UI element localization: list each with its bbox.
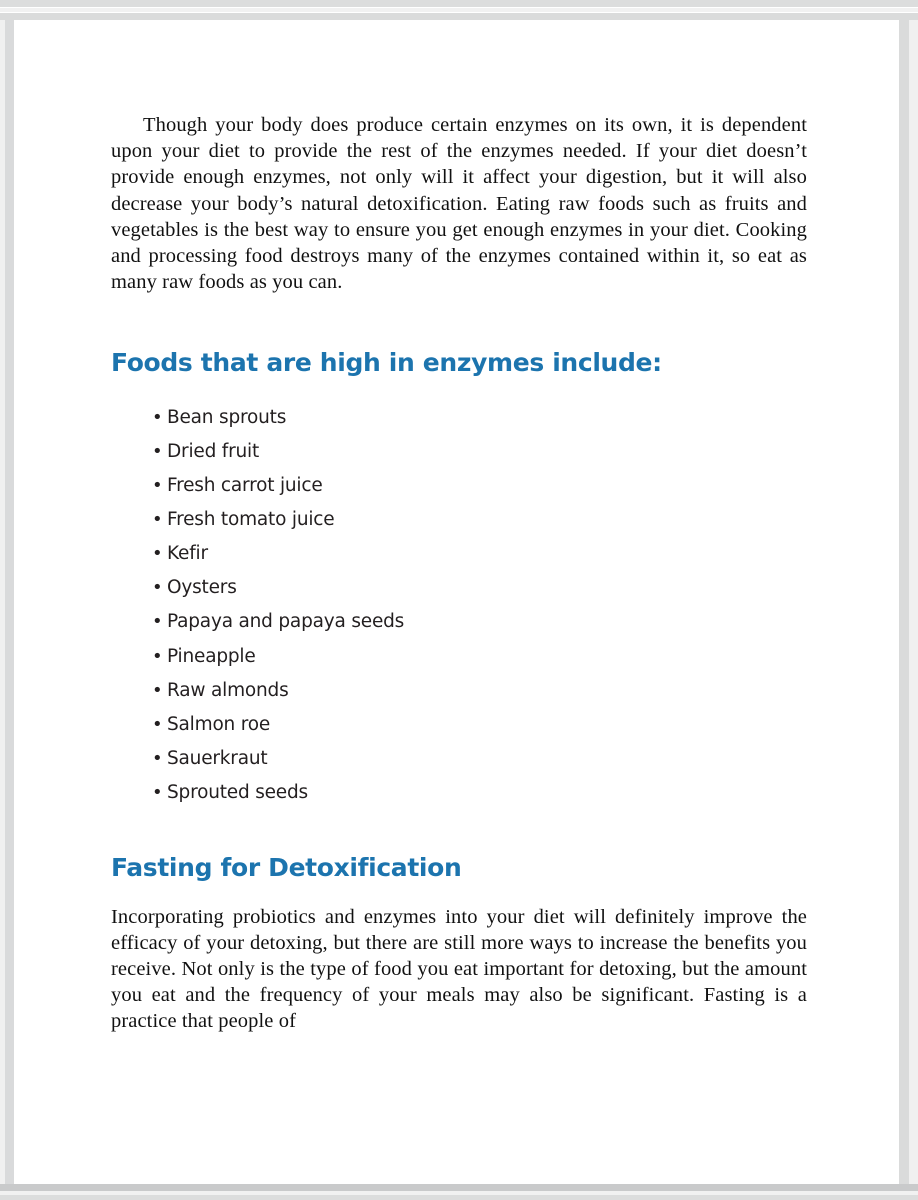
viewer-frame-bottom-edge: [0, 1195, 918, 1200]
list-item: • Bean sprouts: [111, 401, 807, 435]
list-item: • Raw almonds: [111, 674, 807, 708]
list-item: • Fresh carrot juice: [111, 469, 807, 503]
document-page: [14, 20, 899, 1184]
page-content: [111, 112, 807, 1035]
viewer-frame-right-inner: [899, 20, 909, 1188]
spacer: [111, 377, 807, 401]
viewer-frame-bottom-inner: [0, 1184, 918, 1191]
section-heading-fasting-for-detoxification: Fasting for Detoxification: [111, 853, 462, 883]
viewer-frame-top-edge: [0, 0, 918, 7]
list-item: • Fresh tomato juice: [111, 503, 807, 537]
list-item: • Oysters: [111, 571, 807, 605]
viewer-frame-top-inner: [0, 13, 918, 20]
spacer: [111, 295, 807, 349]
list-item: • Sauerkraut: [111, 742, 807, 776]
list-item: • Dried fruit: [111, 435, 807, 469]
viewer-frame-left-inner: [5, 20, 14, 1200]
viewer-frame-right-edge: [909, 20, 918, 1188]
spacer: [111, 882, 807, 904]
list-item: • Kefir: [111, 537, 807, 571]
section-heading-foods-high-in-enzymes: Foods that are high in enzymes include:: [111, 348, 662, 378]
list-item: • Salmon roe: [111, 708, 807, 742]
body-paragraph-fasting-intro: Incorporating probiotics and enzymes into your diet will definitely improve the efficacy of your detoxing, but there are still more ways to increase the benefits you receive. Not only is the type of food you eat important for detoxing, but the amount you eat and the frequency of your meals may also be significant. Fasting is a practice that people of: [111, 905, 807, 1033]
spacer: [111, 810, 807, 854]
list-item: • Sprouted seeds: [111, 776, 807, 810]
body-paragraph-enzymes-intro: Though your body does produce certain enzymes on its own, it is dependent upon your diet to provide the rest of the enzymes needed. If your diet doesn’t provide enough enzymes, not only will it affect your digestion, but it will also decrease your body’s natural detoxification. Eating raw foods such as fruits and vegetables is the best way to ensure you get enough enzymes in your diet. Cooking and processing food destroys many of the enzymes contained within it, so eat as many raw foods as you can.: [111, 114, 807, 294]
list-item: • Pineapple: [111, 640, 807, 674]
list-item: • Papaya and papaya seeds: [111, 605, 807, 639]
viewer-frame-top-gap: [0, 8, 918, 12]
enzyme-food-list: [111, 401, 807, 810]
